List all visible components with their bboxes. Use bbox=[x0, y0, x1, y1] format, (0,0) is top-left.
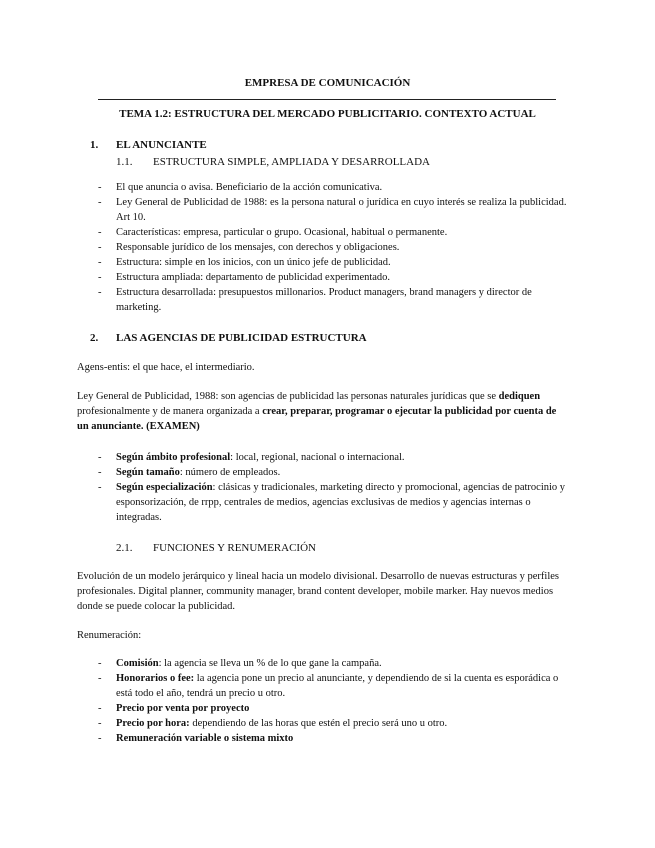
bullet-dash: - bbox=[98, 658, 102, 669]
classification-list bbox=[98, 450, 570, 525]
bullet-dash: - bbox=[98, 482, 102, 493]
bullet-dash: - bbox=[98, 257, 102, 268]
ley-paragraph: Ley General de Publicidad, 1988: son agencias de publicidad las personas naturales jurídicas que se dediquen profesionalmente y de manera organizada a crear, preparar, programar o ejecutar la publicidad por cuenta de un anunciante. (EXAMEN) bbox=[77, 391, 557, 432]
bullet-dash: - bbox=[98, 673, 102, 684]
list-item: - Ley General de Publicidad de 1988: es la persona natural o jurídica en cuyo interés se realiza la publicidad. Art 10. bbox=[98, 197, 567, 223]
bullet-dash: - bbox=[98, 272, 102, 283]
list-item: - Según ámbito profesional: local, regional, nacional o internacional. bbox=[98, 452, 405, 463]
bullet-dash: - bbox=[98, 733, 102, 744]
anunciante-list bbox=[98, 180, 570, 315]
remuneracion-label: Renumeración: bbox=[77, 630, 142, 641]
bullet-dash: - bbox=[98, 718, 102, 729]
evolucion-paragraph: Evolución de un modelo jerárquico y lineal hacia un modelo divisional. Desarrollo de nuevas estructuras y perfiles profesionales. Digital planner, community manager, brand content developer, mobile marker. Hay nuevos medios donde se puede colocar la publicidad. bbox=[77, 571, 559, 612]
bullet-dash: - bbox=[98, 452, 102, 463]
subsection-1-1-number: 1.1. bbox=[116, 156, 133, 168]
list-item: - El que anuncia o avisa. Beneficiario de la acción comunicativa. bbox=[98, 182, 383, 193]
subsection-1-1-title: ESTRUCTURA SIMPLE, AMPLIADA Y DESARROLLADA bbox=[153, 156, 430, 168]
list-item: - Precio por venta por proyecto bbox=[98, 703, 250, 714]
agens-paragraph: Agens-entis: el que hace, el intermediario. bbox=[77, 362, 255, 373]
list-item: - Remuneración variable o sistema mixto bbox=[98, 733, 294, 744]
list-item: - Según especialización: clásicas y tradicionales, marketing directo y promocional, agencias de patrocinio y esponsorización, de rrpp, centrales de medios, agencias exclusivas de medios y agencias internas o integradas. bbox=[98, 482, 566, 523]
list-item: - Estructura desarrollada: presupuestos millonarios. Product managers, brand managers y director de marketing. bbox=[98, 287, 532, 313]
bullet-dash: - bbox=[98, 703, 102, 714]
bullet-dash: - bbox=[98, 467, 102, 478]
subsection-2-1-number: 2.1. bbox=[116, 542, 133, 554]
section1-number: 1. bbox=[90, 139, 99, 151]
bullet-dash: - bbox=[98, 182, 102, 193]
bullet-dash: - bbox=[98, 227, 102, 238]
ley-bold-dediquen: dediquen bbox=[498, 391, 541, 402]
ley-bold-definition: crear, preparar, programar o ejecutar la publicidad por cuenta de un anunciante. (EXAMEN) bbox=[77, 406, 557, 432]
bullet-dash: - bbox=[98, 197, 102, 208]
topic-title: TEMA 1.2: ESTRUCTURA DEL MERCADO PUBLICITARIO. CONTEXTO ACTUAL bbox=[119, 108, 536, 120]
bullet-dash: - bbox=[98, 242, 102, 253]
list-item: - Comisión: la agencia se lleva un % de lo que gane la campaña. bbox=[98, 658, 382, 669]
list-item: - Estructura: simple en los inicios, con un único jefe de publicidad. bbox=[98, 257, 391, 268]
company-heading: EMPRESA DE COMUNICACIÓN bbox=[244, 77, 411, 89]
list-item: - Responsable jurídico de los mensajes, con derechos y obligaciones. bbox=[98, 242, 400, 253]
section1-title: EL ANUNCIANTE bbox=[116, 139, 207, 151]
section2-title: LAS AGENCIAS DE PUBLICIDAD ESTRUCTURA bbox=[116, 332, 367, 344]
bullet-dash: - bbox=[98, 287, 102, 298]
remuneracion-list bbox=[98, 656, 570, 746]
section2-number: 2. bbox=[90, 332, 99, 344]
list-item: - Estructura ampliada: departamento de publicidad experimentado. bbox=[98, 272, 391, 283]
list-item: - Honorarios o fee: la agencia pone un precio al anunciante, y dependiendo de si la cuenta es esporádica o está todo el año, tendrá un precio u otro. bbox=[98, 673, 559, 699]
subsection-2-1-title: FUNCIONES Y RENUMERACIÓN bbox=[153, 542, 316, 554]
list-item: - Precio por hora: dependiendo de las horas que estén el precio será uno u otro. bbox=[98, 718, 448, 729]
list-item: - Características: empresa, particular o grupo. Ocasional, habitual o permanente. bbox=[98, 227, 448, 238]
list-item: - Según tamaño: número de empleados. bbox=[98, 467, 281, 478]
title-divider bbox=[98, 99, 556, 100]
